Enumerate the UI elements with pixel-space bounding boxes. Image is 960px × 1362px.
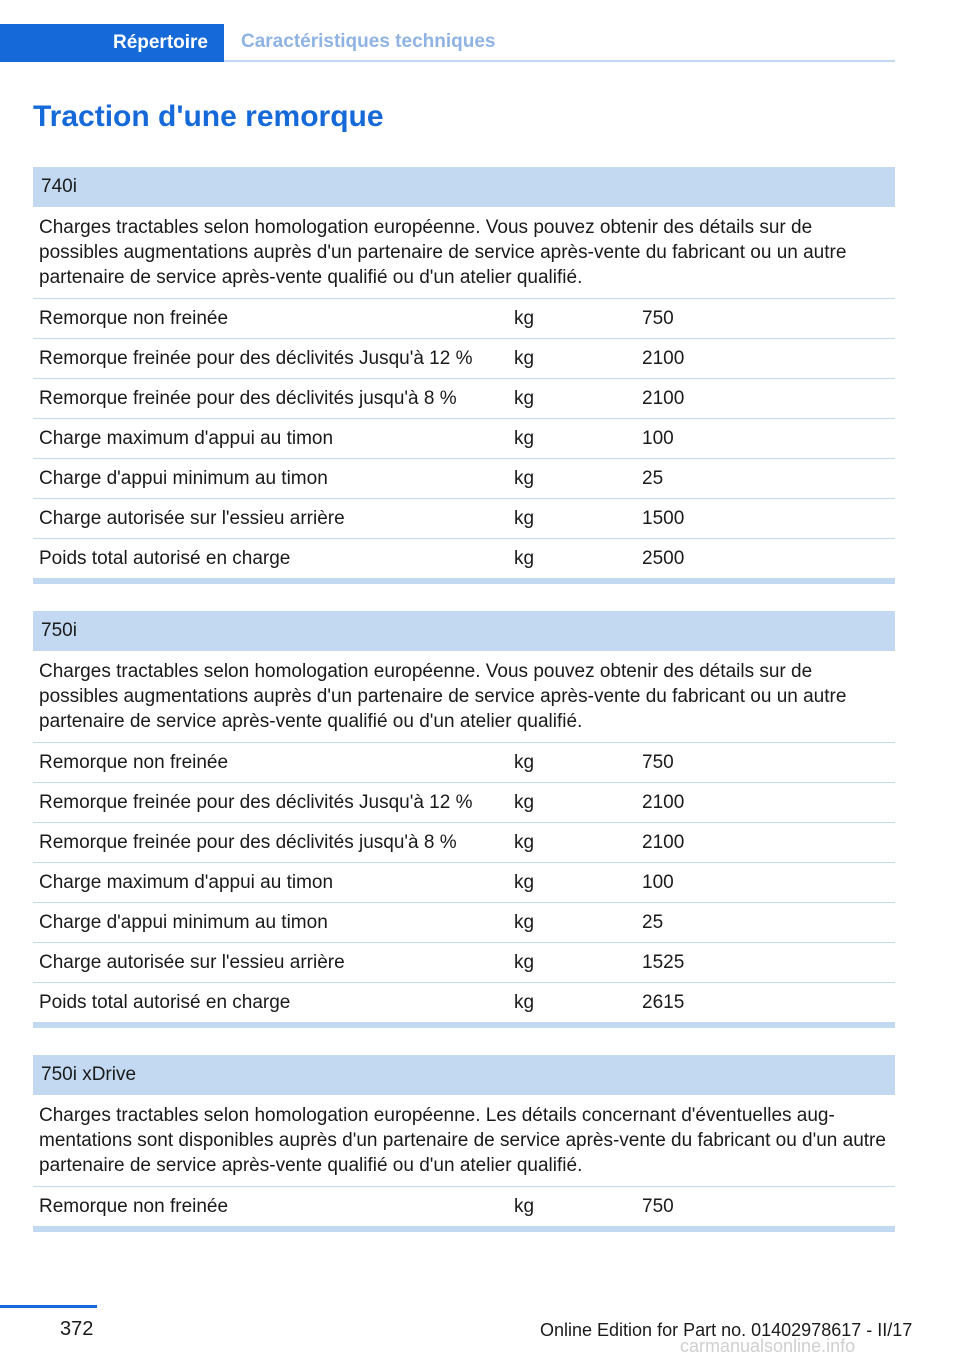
row-label: Charge autorisée sur l'essieu arrière bbox=[39, 951, 345, 973]
row-unit: kg bbox=[514, 911, 535, 933]
table-row bbox=[33, 499, 895, 539]
table-row bbox=[33, 539, 895, 579]
table-row bbox=[33, 379, 895, 419]
row-label: Charge maximum d'appui au timon bbox=[39, 871, 334, 893]
table-row bbox=[33, 823, 895, 863]
row-value: 2100 bbox=[642, 791, 685, 813]
row-label: Charge autorisée sur l'essieu arrière bbox=[39, 507, 345, 529]
row-unit: kg bbox=[514, 991, 535, 1013]
row-label: Remorque freinée pour des déclivités Jusqu'à 12 % bbox=[39, 347, 473, 369]
row-label: Remorque freinée pour des déclivités jusqu'à 8 % bbox=[39, 387, 457, 409]
row-value: 750 bbox=[642, 751, 674, 773]
row-value: 100 bbox=[642, 427, 674, 449]
table-row bbox=[33, 783, 895, 823]
table-row bbox=[33, 299, 895, 339]
row-value: 2100 bbox=[642, 347, 685, 369]
table-note: Charges tractables selon homologation européenne. Vous pouvez obtenir des détails sur de possibles augmentations auprès d'un partenaire de service après-vente du fabricant ou un autre partenaire de service après-vente qualifié ou d'un atelier qualifié. bbox=[33, 207, 895, 299]
table-row bbox=[33, 459, 895, 499]
table-end-bar bbox=[33, 1023, 895, 1028]
header-rule bbox=[224, 60, 895, 62]
table-row bbox=[33, 339, 895, 379]
table-row bbox=[33, 419, 895, 459]
spec-table-740i bbox=[33, 167, 895, 584]
row-value: 2615 bbox=[642, 991, 685, 1013]
table-row bbox=[33, 1187, 895, 1227]
row-value: 25 bbox=[642, 911, 664, 933]
row-unit: kg bbox=[514, 791, 535, 813]
table-row bbox=[33, 983, 895, 1023]
row-label: Poids total autorisé en charge bbox=[39, 991, 291, 1013]
model-header: 750i bbox=[33, 611, 895, 651]
row-unit: kg bbox=[514, 547, 535, 569]
row-value: 750 bbox=[642, 1195, 674, 1217]
row-unit: kg bbox=[514, 871, 535, 893]
row-value: 2100 bbox=[642, 831, 685, 853]
table-note: Charges tractables selon homologation européenne. Les détails concernant d'éventuelles aug-mentations sont disponibles auprès d'un partenaire de service après-vente du fabricant ou d'un autre partenaire de service après-vente qualifié ou d'un atelier qualifié. bbox=[33, 1095, 895, 1187]
row-value: 1525 bbox=[642, 951, 685, 973]
row-unit: kg bbox=[514, 751, 535, 773]
row-label: Remorque non freinée bbox=[39, 751, 229, 773]
table-end-bar bbox=[33, 579, 895, 584]
table-end-bar bbox=[33, 1227, 895, 1232]
page-number: 372 bbox=[60, 1318, 94, 1340]
table-row bbox=[33, 943, 895, 983]
watermark: carmanualsonline.info bbox=[680, 1336, 856, 1356]
tab-repertoire[interactable]: Répertoire bbox=[0, 24, 224, 62]
row-label: Charge d'appui minimum au timon bbox=[39, 467, 328, 489]
row-label: Remorque non freinée bbox=[39, 307, 229, 329]
row-label: Remorque freinée pour des déclivités Jusqu'à 12 % bbox=[39, 791, 473, 813]
row-value: 1500 bbox=[642, 507, 685, 529]
spec-table-750i-xdrive bbox=[33, 1055, 895, 1232]
row-unit: kg bbox=[514, 1195, 535, 1217]
row-value: 25 bbox=[642, 467, 664, 489]
row-value: 2100 bbox=[642, 387, 685, 409]
table-row bbox=[33, 743, 895, 783]
model-header: 750i xDrive bbox=[33, 1055, 895, 1095]
row-label: Poids total autorisé en charge bbox=[39, 547, 291, 569]
row-value: 750 bbox=[642, 307, 674, 329]
edition-text: Online Edition for Part no. 01402978617 - II/17 bbox=[540, 1320, 913, 1340]
row-label: Charge d'appui minimum au timon bbox=[39, 911, 328, 933]
row-unit: kg bbox=[514, 951, 535, 973]
row-label: Charge maximum d'appui au timon bbox=[39, 427, 334, 449]
row-unit: kg bbox=[514, 347, 535, 369]
row-unit: kg bbox=[514, 507, 535, 529]
row-unit: kg bbox=[514, 307, 535, 329]
row-unit: kg bbox=[514, 427, 535, 449]
model-header: 740i bbox=[33, 167, 895, 207]
page-title: Traction d'une remorque bbox=[33, 100, 384, 133]
footer-rule bbox=[0, 1305, 97, 1308]
row-label: Remorque non freinée bbox=[39, 1195, 229, 1217]
table-row bbox=[33, 903, 895, 943]
row-label: Remorque freinée pour des déclivités jusqu'à 8 % bbox=[39, 831, 457, 853]
row-value: 2500 bbox=[642, 547, 685, 569]
row-unit: kg bbox=[514, 831, 535, 853]
row-unit: kg bbox=[514, 467, 535, 489]
spec-table-750i bbox=[33, 611, 895, 1028]
header-bar bbox=[0, 24, 895, 62]
row-unit: kg bbox=[514, 387, 535, 409]
tab-caracteristiques-techniques[interactable]: Caractéristiques techniques bbox=[241, 31, 496, 52]
table-note: Charges tractables selon homologation européenne. Vous pouvez obtenir des détails sur de possibles augmentations auprès d'un partenaire de service après-vente du fabricant ou un autre partenaire de service après-vente qualifié ou d'un atelier qualifié. bbox=[33, 651, 895, 743]
table-row bbox=[33, 863, 895, 903]
row-value: 100 bbox=[642, 871, 674, 893]
